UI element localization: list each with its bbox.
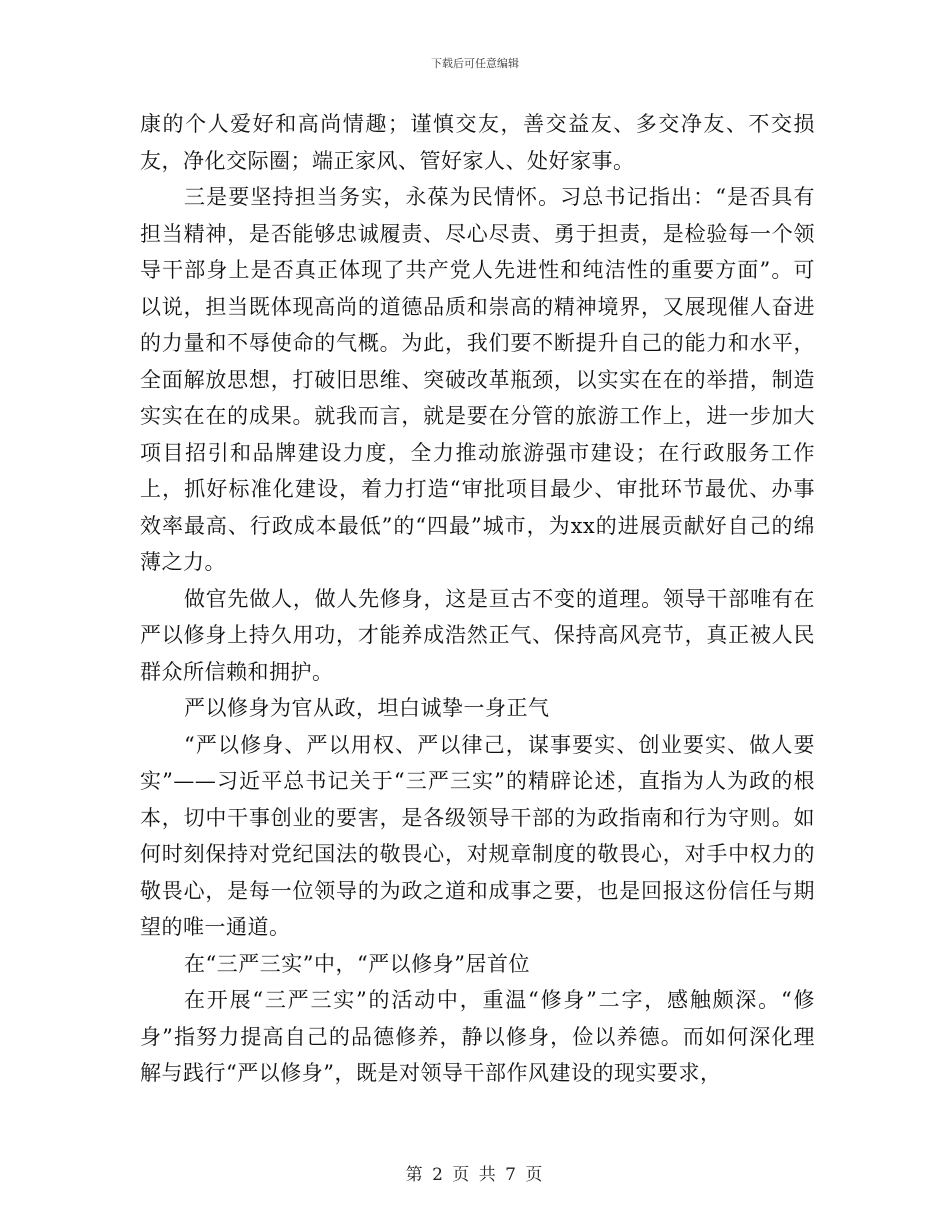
paragraph-4: “严以修身、严以用权、严以律己，谋事要实、创业要实、做人要实”——习近平总书记关于“三严三实”的精辟论述，直指为人为政的根本，切中干事创业的要害，是各级领导干部的为政指南和行为守则。如何时刻保持对党纪国法的敬畏心，对规章制度的敬畏心，对手中权力的敬畏心，是每一位领导的为政之道和成事之要，也是回报这份信任与期望的唯一通道。 bbox=[140, 732, 815, 939]
paragraph-1: 康的个人爱好和高尚情趣；谨慎交友，善交益友、多交净友、不交损友，净化交际圈；端正家风、管好家人、处好家事。 bbox=[140, 112, 815, 173]
section-heading-2: 在“三严三实”中，“严以修身”居首位 bbox=[184, 951, 530, 976]
page-header: 下载后可任意编辑 bbox=[431, 57, 519, 70]
document-body bbox=[140, 106, 815, 1092]
paragraph-3: 做官先做人，做人先修身，这是亘古不变的道理。领导干部唯有在严以修身上持久用功，才能养成浩然正气、保持高风亮节，真正被人民群众所信赖和拥护。 bbox=[140, 586, 815, 684]
page-footer: 第 2 页 共 7 页 bbox=[405, 1165, 545, 1185]
section-heading-1: 严以修身为官从政，坦白诚挚一身正气 bbox=[184, 696, 550, 720]
paragraph-5: 在开展“三严三实”的活动中，重温“修身”二字，感触颇深。“修身”指努力提高自己的品德修养，静以修身，俭以养德。而如何深化理解与践行“严以修身”，既是对领导干部作风建设的现实要求， bbox=[140, 988, 815, 1085]
paragraph-2: 三是要坚持担当务实，永葆为民情怀。习总书记指出：“是否具有担当精神，是否能够忠诚履责、尽心尽责、勇于担责，是检验每一个领导干部身上是否真正体现了共产党人先进性和纯洁性的重要方面”。可以说，担当既体现高尚的道德品质和崇高的精神境界，又展现催人奋进的力量和不辱使命的气概。为此，我们要不断提升自己的能力和水平，全面解放思想，打破旧思维、突破改革瓶颈，以实实在在的举措，制造实实在在的成果。就我而言，就是要在分管的旅游工作上，进一步加大项目招引和品牌建设力度，全力推动旅游强市建设；在行政服务工作上，抓好标准化建设，着力打造“审批项目最少、审批环节最优、办事效率最高、行政成本最低”的“四最”城市，为xx的进展贡献好自己的绵薄之力。 bbox=[140, 185, 815, 574]
